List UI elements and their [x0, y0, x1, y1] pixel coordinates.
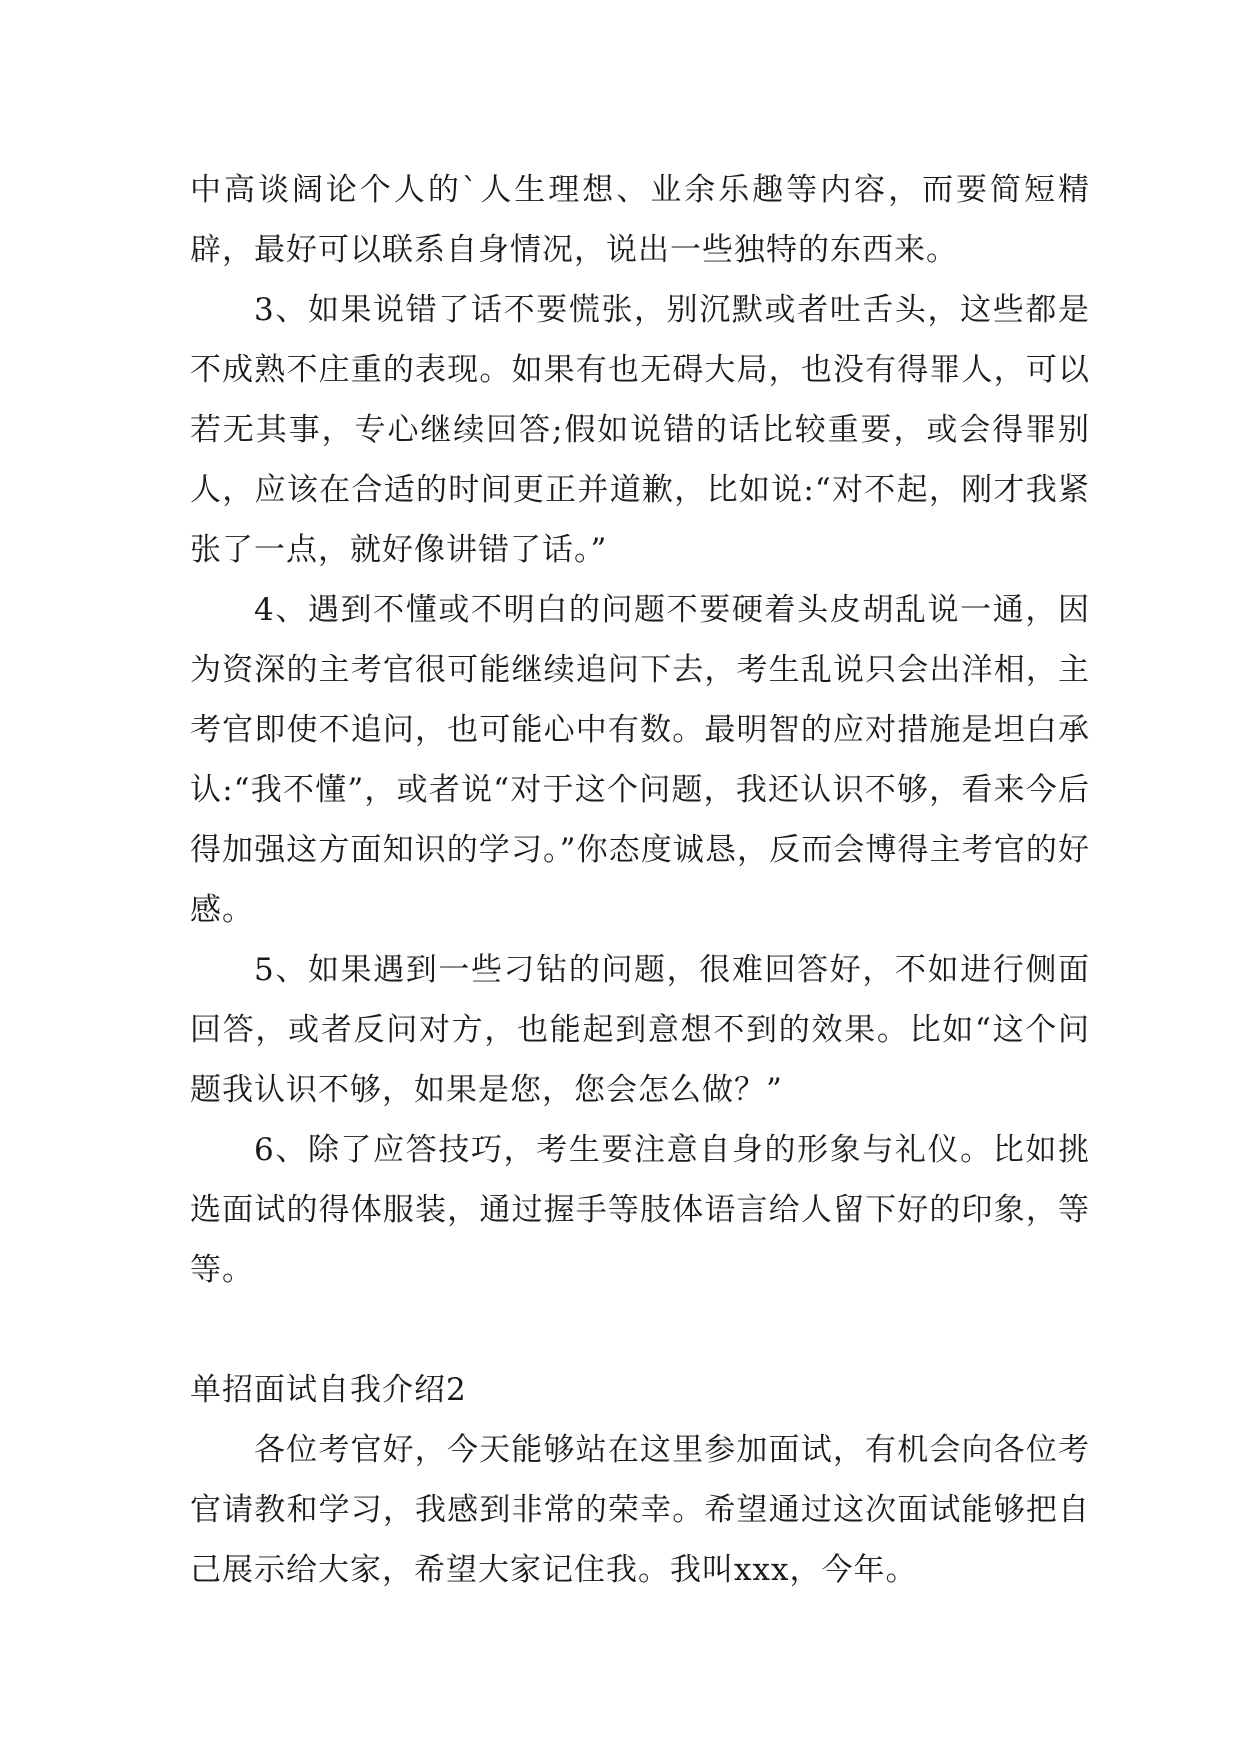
document-body: [190, 160, 1090, 1600]
section-heading: 单招面试自我介绍2: [190, 1372, 467, 1408]
paragraph-tip-5: 5、如果遇到一些刁钻的问题，很难回答好，不如进行侧面回答，或者反问对方，也能起到意想不到的效果。比如“这个问题我认识不够，如果是您，您会怎么做？”: [190, 952, 1090, 1108]
paragraph-intro: 各位考官好，今天能够站在这里参加面试，有机会向各位考官请教和学习，我感到非常的荣幸。希望通过这次面试能够把自己展示给大家，希望大家记住我。我叫xxx，今年。: [190, 1432, 1090, 1588]
paragraph-tip-3: 3、如果说错了话不要慌张，别沉默或者吐舌头，这些都是不成熟不庄重的表现。如果有也无碍大局，也没有得罪人，可以若无其事，专心继续回答;假如说错的话比较重要，或会得罪别人，应该在合适的时间更正并道歉，比如说:“对不起，刚才我紧张了一点，就好像讲错了话。”: [190, 292, 1090, 568]
paragraph-tip-6: 6、除了应答技巧，考生要注意自身的形象与礼仪。比如挑选面试的得体服装，通过握手等肢体语言给人留下好的印象，等等。: [190, 1132, 1090, 1288]
paragraph-continued: 中高谈阔论个人的`人生理想、业余乐趣等内容，而要简短精辟，最好可以联系自身情况，说出一些独特的东西来。: [190, 172, 1090, 268]
paragraph-tip-4: 4、遇到不懂或不明白的问题不要硬着头皮胡乱说一通，因为资深的主考官很可能继续追问下去，考生乱说只会出洋相，主考官即使不追问，也可能心中有数。最明智的应对措施是坦白承认:“我不懂”，或者说“对于这个问题，我还认识不够，看来今后得加强这方面知识的学习。”你态度诚恳，反而会博得主考官的好感。: [190, 592, 1090, 928]
